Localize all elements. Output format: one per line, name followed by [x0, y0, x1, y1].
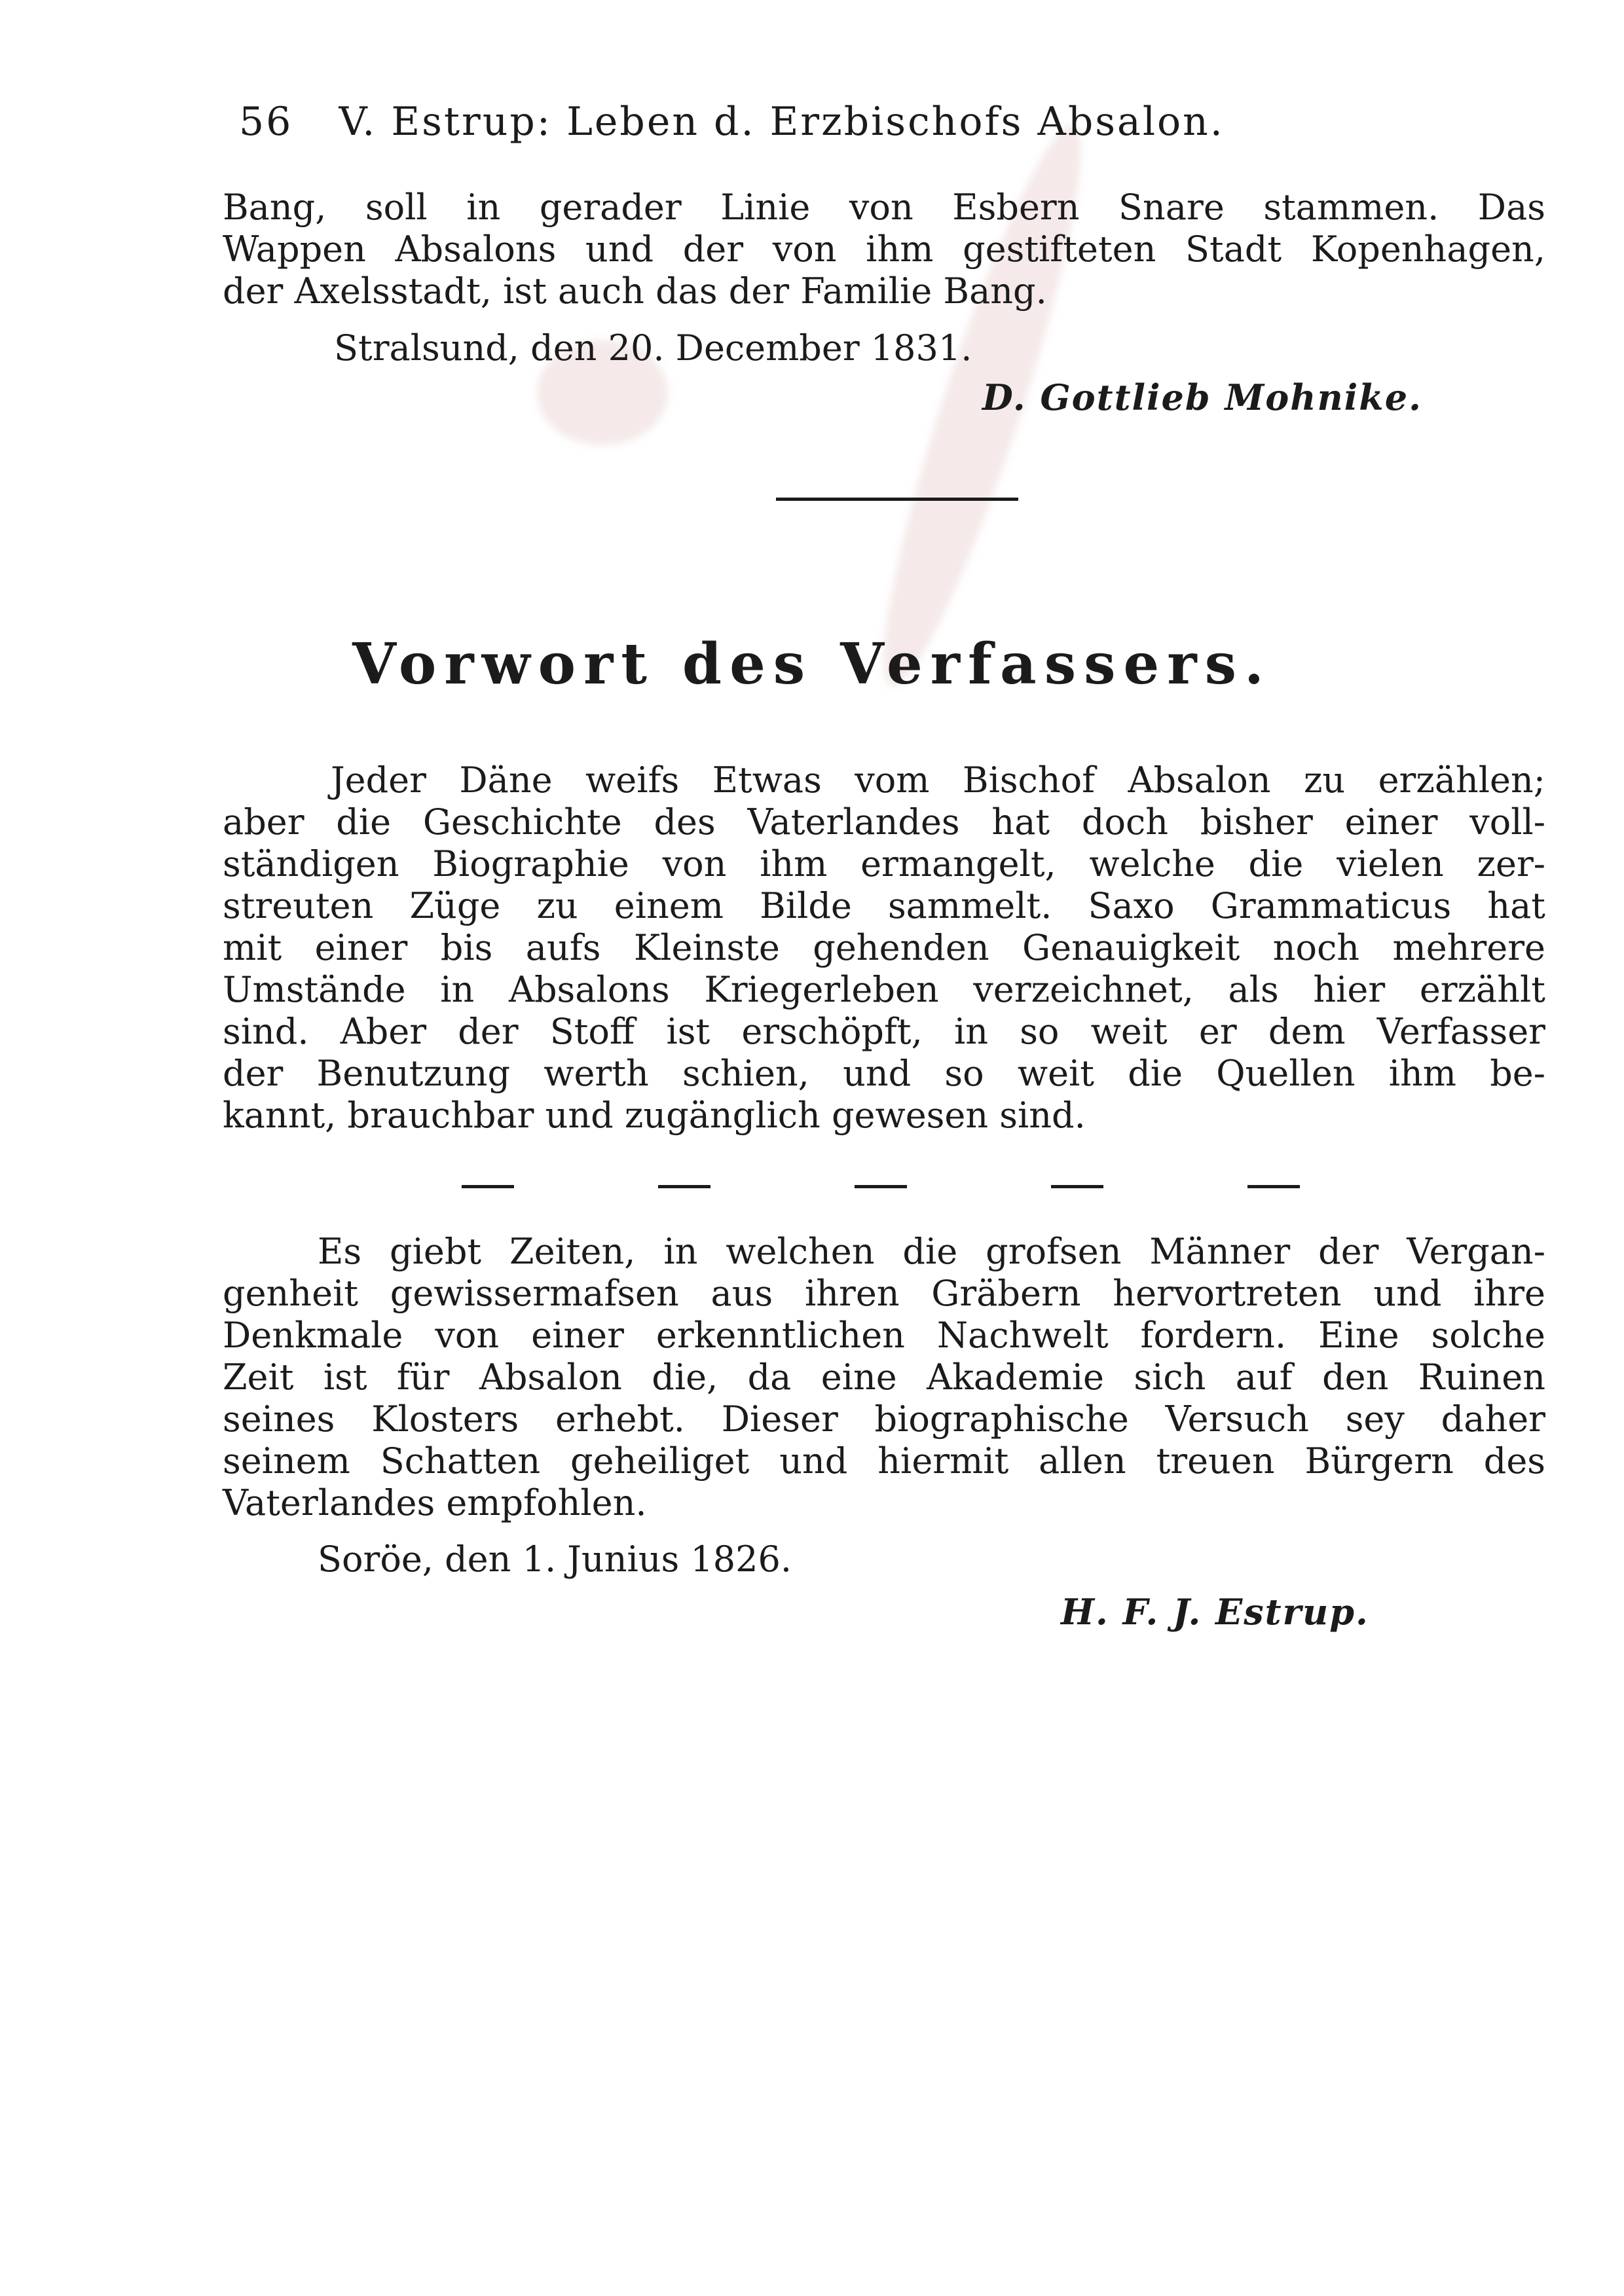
- paragraph-line: Vaterlandes empfohlen.: [223, 1482, 647, 1523]
- section-divider: [776, 498, 1018, 501]
- paragraph-line: Denkmale von einer erkenntlichen Nachwelt fordern. Eine solche: [223, 1315, 1545, 1356]
- paragraph-line: seinem Schatten geheiliget und hiermit allen treuen Bürgern des: [223, 1440, 1545, 1482]
- section-heading: Vorwort des Verfassers.: [352, 631, 1272, 697]
- note-signature: D. Gottlieb Mohnike.: [982, 376, 1422, 418]
- section-signature: H. F. J. Estrup.: [1061, 1591, 1369, 1633]
- paragraph-line: genheit gewissermafsen aus ihren Gräbern hervortreten und ihre: [223, 1273, 1545, 1314]
- dash-separator: [1247, 1185, 1300, 1188]
- note-line: Wappen Absalons und der von ihm gestifteten Stadt Kopenhagen,: [223, 228, 1545, 270]
- paragraph-line: seines Klosters erhebt. Dieser biographische Versuch sey daher: [223, 1398, 1545, 1440]
- note-line: Bang, soll in gerader Linie von Esbern Snare stammen. Das: [223, 187, 1545, 228]
- dash-separator: [855, 1185, 907, 1188]
- paragraph-line: Umstände in Absalons Kriegerleben verzeichnet, als hier erzählt: [223, 969, 1545, 1010]
- paragraph-line: der Benutzung werth schien, und so weit die Quellen ihm be-: [223, 1053, 1545, 1094]
- dash-separator: [462, 1185, 514, 1188]
- paragraph-line: Es giebt Zeiten, in welchen die grofsen Männer der Vergan-: [318, 1231, 1545, 1272]
- running-title: V. Estrup: Leben d. Erzbischofs Absalon.: [339, 99, 1225, 145]
- paragraph-line: kannt, brauchbar und zugänglich gewesen sind.: [223, 1095, 1086, 1136]
- paragraph-line: streuten Züge zu einem Bilde sammelt. Saxo Grammaticus hat: [223, 885, 1545, 926]
- page-number: 56: [239, 99, 293, 145]
- paragraph-line: mit einer bis aufs Kleinste gehenden Genauigkeit noch mehrere: [223, 927, 1545, 968]
- running-header: [239, 98, 1457, 145]
- paragraph-line: ständigen Biographie von ihm ermangelt, welche die vielen zer-: [223, 843, 1545, 884]
- dash-separator: [658, 1185, 710, 1188]
- dash-separator: [1051, 1185, 1103, 1188]
- paragraph-line: sind. Aber der Stoff ist erschöpft, in so weit er dem Verfasser: [223, 1011, 1545, 1052]
- paragraph-line: Zeit ist für Absalon die, da eine Akademie sich auf den Ruinen: [223, 1357, 1545, 1398]
- paragraph-line: Jeder Däne weifs Etwas vom Bischof Absalon zu erzählen;: [331, 759, 1545, 801]
- paragraph-line: aber die Geschichte des Vaterlandes hat doch bisher einer voll-: [223, 801, 1545, 843]
- section-dateline: Soröe, den 1. Junius 1826.: [318, 1539, 792, 1580]
- note-dateline: Stralsund, den 20. December 1831.: [334, 327, 972, 369]
- note-line: der Axelsstadt, ist auch das der Familie Bang.: [223, 270, 1047, 312]
